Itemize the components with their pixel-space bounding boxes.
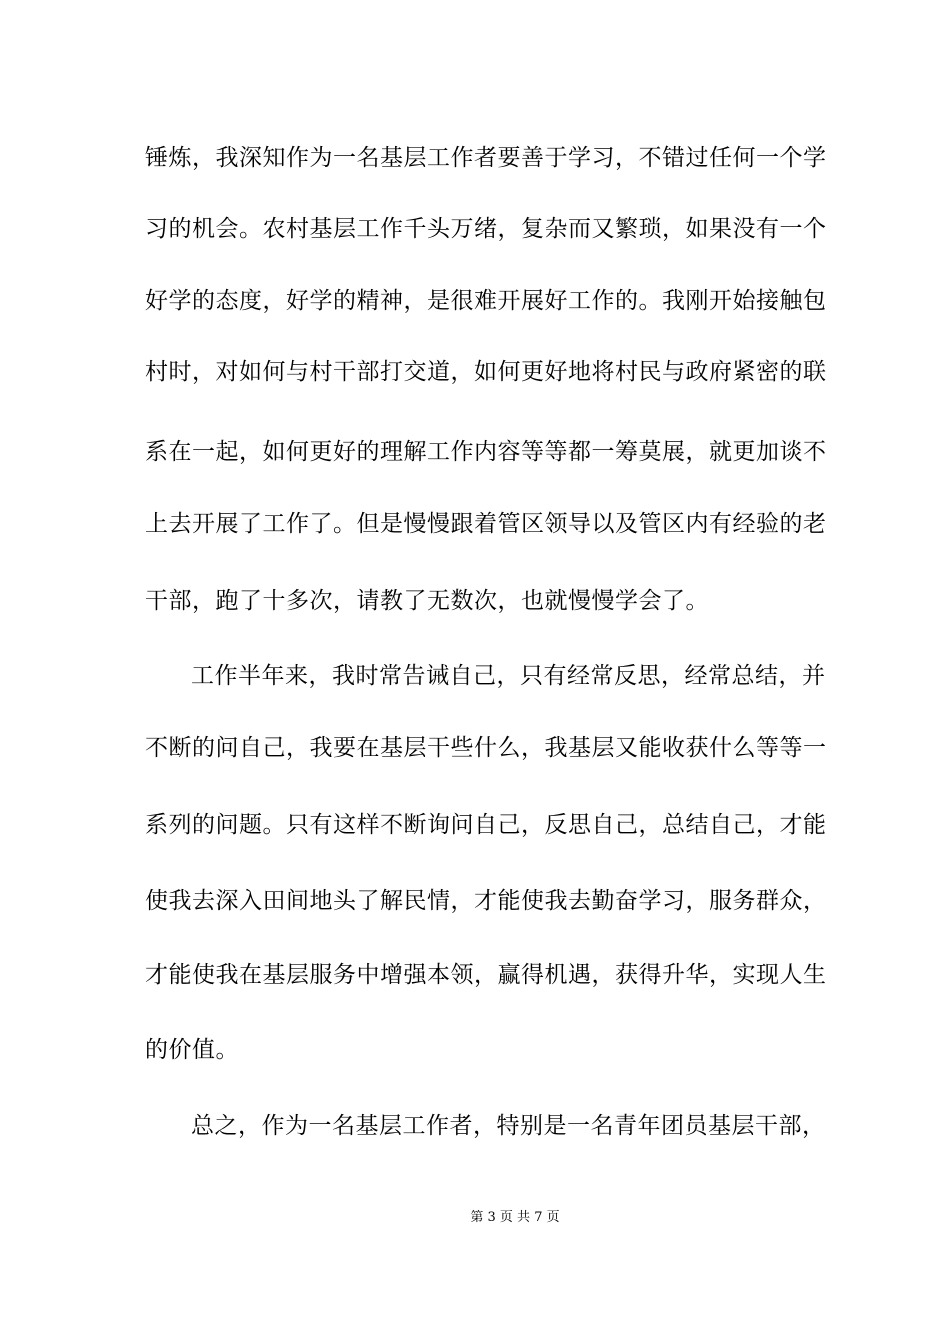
page-number: 第 3 页 共 7 页 — [470, 1210, 560, 1225]
text-line: 上去开展了工作了。但是慢慢跟着管区领导以及管区内有经验的老 — [145, 511, 827, 537]
text-line: 村时，对如何与村干部打交道，如何更好地将村民与政府紧密的联 — [145, 359, 827, 385]
text-line: 使我去深入田间地头了解民情，才能使我去勤奋学习，服务群众， — [145, 888, 827, 914]
text-line: 系在一起，如何更好的理解工作内容等等都一筹莫展，就更加谈不 — [145, 439, 827, 465]
text-line: 锤炼，我深知作为一名基层工作者要善于学习，不错过任何一个学 — [145, 145, 827, 171]
text-line: 不断的问自己，我要在基层干些什么，我基层又能收获什么等等一 — [145, 735, 827, 761]
text-line: 总之，作为一名基层工作者，特别是一名青年团员基层干部， — [191, 1113, 826, 1139]
text-line: 好学的态度，好学的精神，是很难开展好工作的。我刚开始接触包 — [145, 288, 827, 314]
text-line: 工作半年来，我时常告诫自己，只有经常反思，经常总结，并 — [191, 663, 826, 689]
text-line: 的价值。 — [145, 1037, 239, 1063]
text-line: 习的机会。农村基层工作千头万绪，复杂而又繁琐，如果没有一个 — [145, 216, 827, 242]
text-line: 系列的问题。只有这样不断询问自己，反思自己，总结自己，才能 — [145, 812, 827, 838]
text-line: 才能使我在基层服务中增强本领，赢得机遇，获得升华，实现人生 — [145, 962, 827, 988]
text-line: 干部，跑了十多次，请教了无数次，也就慢慢学会了。 — [145, 588, 709, 614]
